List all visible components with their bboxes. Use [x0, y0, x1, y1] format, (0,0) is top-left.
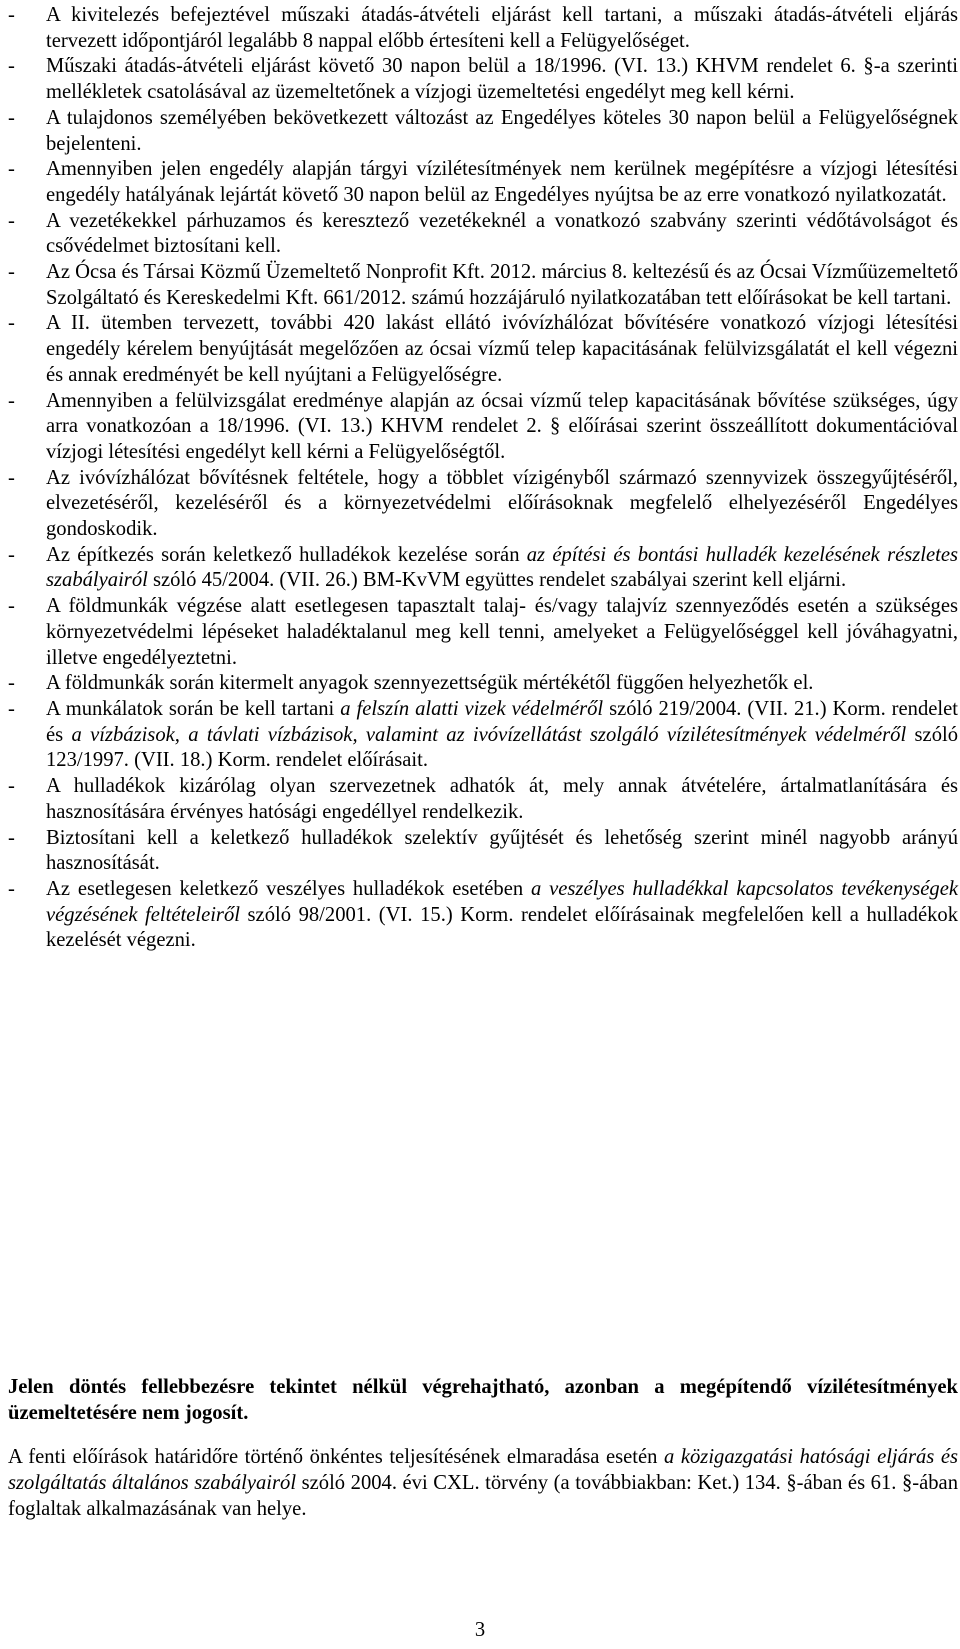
condition-item [8, 106, 958, 157]
condition-item [8, 466, 958, 543]
text-segment: A munkálatok során be kell tartani [46, 697, 341, 720]
enforceability-notice: Jelen döntés fellebbezésre tekintet nélkül végrehajtható, azonban a megépítendő vízilétesítmények üzemeltetésére nem jogosít. [8, 1376, 958, 1424]
text-segment: A hulladékok kizárólag olyan szervezetnek adhatók át, mely annak átvételére, ártalmatlanítására és hasznosítására érvényes hatósági engedéllyel rendelkezik. [46, 775, 958, 823]
condition-text [46, 878, 958, 951]
condition-item [8, 671, 958, 697]
legal-consequence-paragraph [8, 1444, 958, 1522]
list-dash: - [8, 543, 15, 566]
text-segment: A tulajdonos személyében bekövetkezett változást az Engedélyes köteles 30 napon belül a Felügyelőségnek bejelenteni. [46, 106, 958, 155]
text-segment: A II. ütemben tervezett, további 420 lakást ellátó ivóvízhálózat bővítésére vonatkozó vízjogi létesítési engedély kérelem benyújtását megelőzően az ócsai vízmű telep kapacitásának felülvizsgálatát el kell végezni és annak eredményét be kell nyújtani a Felügyelőségre. [46, 312, 958, 386]
condition-text [46, 827, 958, 875]
condition-item [8, 389, 958, 466]
condition-item [8, 260, 958, 311]
text-segment: A földmunkák során kitermelt anyagok szennyezettségük mértékétől függően helyezhetők el. [46, 672, 814, 695]
condition-text [46, 107, 958, 155]
list-dash: - [8, 775, 15, 798]
text-segment: Az esetlegesen keletkező veszélyes hulladékok esetében [46, 877, 531, 900]
condition-item [8, 594, 958, 671]
list-dash: - [8, 209, 15, 232]
condition-item [8, 877, 958, 954]
condition-item [8, 826, 958, 877]
condition-item [8, 54, 958, 105]
text-segment: A kivitelezés befejeztével műszaki átadás-átvételi eljárást kell tartani, a műszaki átadás-átvételi eljárás tervezett időpontjáról legalább 8 nappal előbb értesíteni kell a Felügyelőséget. [46, 4, 958, 52]
condition-text [46, 672, 813, 694]
condition-text [46, 595, 958, 668]
condition-item [8, 774, 958, 825]
list-dash: - [8, 106, 15, 129]
list-dash: - [8, 826, 15, 849]
list-dash: - [8, 55, 15, 78]
text-segment: szóló 2004. évi CXL. törvény (a továbbiakban: Ket.) 134. §-ában és 61. §-ában foglaltak alkalmazásának van helye. [8, 1472, 958, 1520]
text-segment: A földmunkák végzése alatt esetlegesen tapasztalt talaj- és/vagy talajvíz szennyeződés esetén a szükséges környezetvédelmi lépéseket haladéktalanul meg kell tenni, amelyeket a Felügyelőséggel kell jóváhagyatni, illetve engedélyeztetni. [46, 595, 958, 669]
condition-item [8, 543, 958, 594]
text-segment: Műszaki átadás-átvételi eljárást követő 30 napon belül a 18/1996. (VI. 13.) KHVM rendelet 6. §-a szerinti mellékletek csatolásával az üzemeltetőnek a vízjogi üzemeltetési engedélyt meg kell kérni. [46, 55, 958, 104]
text-segment: Az ivóvízhálózat bővítésnek feltétele, hogy a többlet vízigényből származó szennyvizek összegyűjtéséről, elvezetéséről, kezeléséről és a környezetvédelmi előírásoknak megfelelő elhelyezéséről Engedélyes gondoskodik. [46, 466, 958, 541]
condition-text [46, 467, 958, 540]
legal-reference-title: a közigazgatási hatósági eljárás és szolgáltatás általános szabályairól [8, 1446, 958, 1494]
condition-text [46, 312, 958, 385]
condition-text [46, 390, 958, 463]
conditions-list [8, 3, 958, 954]
legal-reference-title: a veszélyes hulladékkal kapcsolatos tevékenységek végzésének feltételeiről [46, 877, 959, 926]
condition-text [46, 55, 958, 103]
condition-text [46, 210, 958, 258]
list-dash: - [8, 595, 15, 618]
text-segment: szóló 45/2004. (VII. 26.) BM-KvVM együttes rendelet szabályai szerint kell eljárni. [147, 569, 847, 592]
list-dash: - [8, 158, 15, 181]
text-segment: szóló 219/2004. (VII. 21.) Korm. rendelet és [46, 697, 958, 746]
condition-text [46, 4, 958, 52]
list-dash: - [8, 312, 15, 335]
page-number: 3 [474, 1619, 486, 1641]
list-dash: - [8, 4, 15, 26]
legal-reference-title: a felszín alatti vizek védelméről [340, 697, 604, 720]
condition-text [46, 158, 958, 206]
condition-text [46, 775, 958, 823]
text-segment: A vezetékekkel párhuzamos és keresztező vezetékeknél a vonatkozó szabvány szerinti védőtávolságot és csővédelmet biztosítani kell. [46, 209, 958, 258]
text-segment: Az építkezés során keletkező hulladékok kezelése során [46, 543, 527, 566]
list-dash: - [8, 389, 15, 412]
legal-reference-title: az építési és bontási hulladék kezelésének részletes szabályairól [46, 543, 958, 592]
condition-item [8, 311, 958, 388]
text-segment: szóló 123/1997. (VII. 18.) Korm. rendelet előírásait. [46, 723, 959, 772]
list-dash: - [8, 697, 15, 720]
list-dash: - [8, 672, 15, 695]
condition-item [8, 209, 958, 260]
list-dash: - [8, 466, 15, 489]
condition-text [46, 544, 958, 592]
text-segment: Amennyiben jelen engedély alapján tárgyi vízilétesítmények nem kerülnek megépítésre a vízjogi létesítési engedély hatályának lejártát követő 30 napon belül az Engedélyes nyújtsa be az erre vonatkozó nyilatkozatát. [46, 158, 958, 206]
text-segment: Amennyiben a felülvizsgálat eredménye alapján az ócsai vízmű telep kapacitásának bővítése szükséges, úgy arra vonatkozóan a 18/1996. (VI. 13.) KHVM rendelet 2. § előírásai szerint összeállított dokumentációval vízjogi létesítési engedélyt kell kérni a Felügyelőségtől. [46, 389, 958, 463]
condition-item [8, 697, 958, 774]
text-segment: Biztosítani kell a keletkező hulladékok szelektív gyűjtését és lehetőség szerint minél nagyobb arányú hasznosítását. [46, 826, 958, 875]
text-segment: szóló 98/2001. (VI. 15.) Korm. rendelet előírásainak megfelelően kell a hulladékok kezelését végezni. [46, 903, 958, 952]
text-segment: A fenti előírások határidőre történő önkéntes teljesítésének elmaradása esetén [8, 1446, 665, 1468]
condition-item [8, 3, 958, 54]
condition-item [8, 157, 958, 208]
condition-text [46, 261, 958, 309]
list-dash: - [8, 877, 15, 900]
list-dash: - [8, 261, 15, 284]
legal-reference-title: a vízbázisok, a távlati vízbázisok, valamint az ivóvízellátást szolgáló vízilétesítmények védelméről [71, 723, 907, 746]
condition-text [46, 698, 958, 771]
text-segment: Az Ócsa és Társai Közmű Üzemeltető Nonprofit Kft. 2012. március 8. keltezésű és az Ócsai Vízműüzemeltető Szolgáltató és Kereskedelmi Kft. 661/2012. számú hozzájáruló nyilatkozatában tett előírásokat be kell tartani. [46, 261, 958, 309]
